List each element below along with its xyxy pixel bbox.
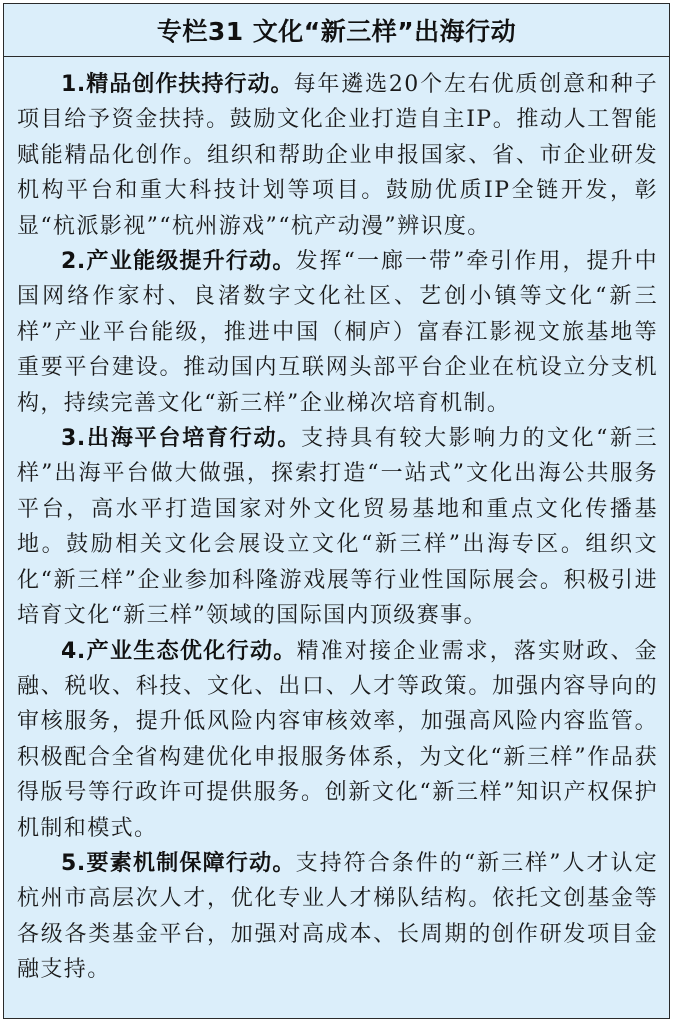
- action-body-1: 每年遴选20个左右优质创意和种子项目给予资金扶持。鼓励文化企业打造自主IP。推动人工智能赋能精品化创作。组织和帮助企业申报国家、省、市企业研发机构平台和重大科技计划等项目。鼓励优质IP全链开发，彰显“杭派影视”“杭州游戏”“杭产动漫”辨识度。: [17, 72, 658, 239]
- column-title: 专栏31 文化“新三样”出海行动: [156, 17, 517, 46]
- action-item-5: [17, 846, 658, 988]
- action-item-1: [17, 67, 658, 244]
- action-heading-5: 5.要素机制保障行动。: [61, 850, 296, 876]
- title-bar: [4, 4, 669, 57]
- action-body-4: 精准对接企业需求，落实财政、金融、税收、科技、文化、出口、人才等政策。加强内容导向的审核服务，提升低风险内容审核效率，加强高风险内容监管。积极配合全省构建优化申报服务体系，为文化“新三样”作品获得版号等行政许可提供服务。创新文化“新三样”知识产权保护机制和模式。: [17, 638, 658, 841]
- action-body-2: 发挥“一廊一带”牵引作用，提升中国网络作家村、良渚数字文化社区、艺创小镇等文化“新三样”产业平台能级，推进中国（桐庐）富春江影视文旅基地等重要平台建设。推动国内互联网头部平台企业在杭设立分支机构，持续完善文化“新三样”企业梯次培育机制。: [17, 249, 659, 416]
- action-item-4: [17, 634, 658, 846]
- column-box: [3, 3, 670, 1019]
- action-item-3: [17, 421, 658, 633]
- action-heading-2: 2.产业能级提升行动。: [61, 249, 296, 275]
- column-content: [17, 67, 658, 988]
- action-heading-3: 3.出海平台培育行动。: [61, 426, 302, 452]
- action-body-5: 支持符合条件的“新三样”人才认定杭州市高层次人才，优化专业人才梯队结构。依托文创基金等各级各类基金平台，加强对高成本、长周期的创作研发项目金融支持。: [17, 850, 659, 983]
- action-item-2: [17, 244, 658, 421]
- action-heading-4: 4.产业生态优化行动。: [61, 638, 297, 664]
- action-body-3: 支持具有较大影响力的文化“新三样”出海平台做大做强，探索打造“一站式”文化出海公共服务平台，高水平打造国家对外文化贸易基地和重点文化传播基地。鼓励相关文化会展设立文化“新三样”出海专区。组织文化“新三样”企业参加科隆游戏展等行业性国际展会。积极引进培育文化“新三样”领域的国际国内顶级赛事。: [17, 426, 659, 629]
- action-heading-1: 1.精品创作扶持行动。: [61, 72, 294, 97]
